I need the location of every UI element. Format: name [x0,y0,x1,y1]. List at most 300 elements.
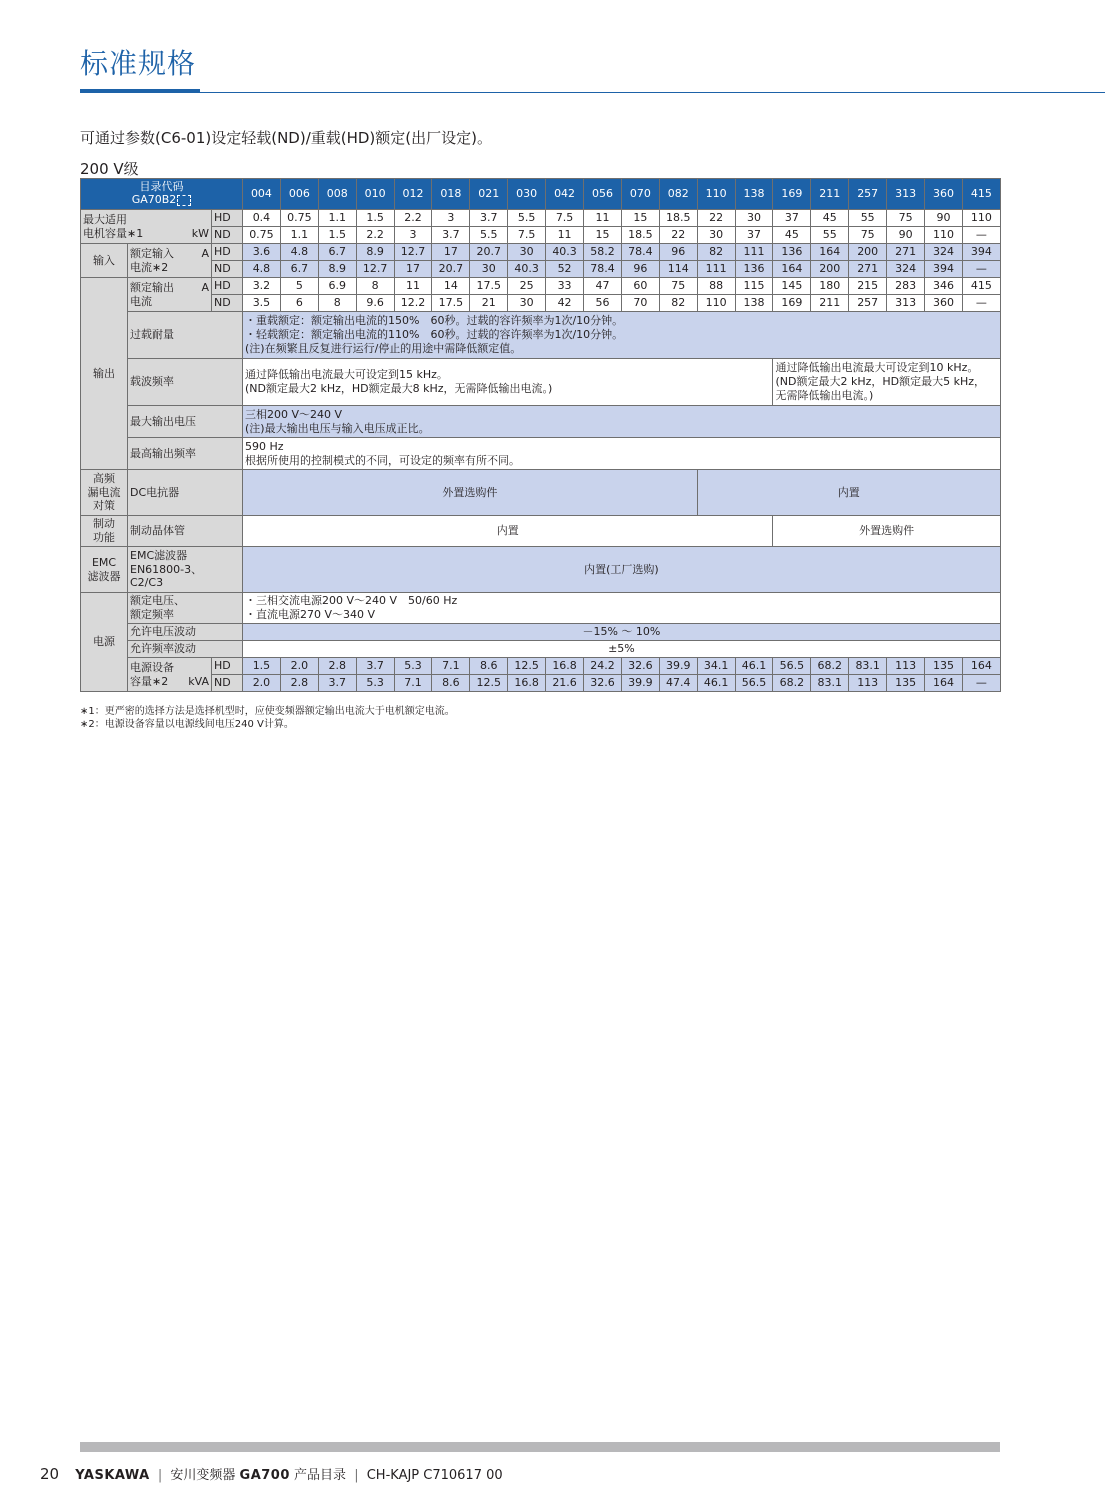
rated-voltage-line2: ・直流电源270 V～340 V [245,608,376,621]
frequency-fluctuation-row [81,641,1001,658]
motor-hd-cell: 30 [735,210,773,227]
footer-separator: | [354,1468,359,1483]
capacity-hd-cell: 7.1 [432,658,470,675]
input-hd-cell: 78.4 [621,244,659,261]
capacity-hd-cell: 32.6 [621,658,659,675]
motor-nd-cell: 22 [659,227,697,244]
capacity-label [128,658,212,692]
output-hd-cell: 60 [621,278,659,295]
input-hd-cell: 111 [735,244,773,261]
output-nd-cell: 30 [508,295,546,312]
model-code-cell: 012 [394,179,432,210]
carrier-left-line2: (ND额定最大2 kHz，HD额定最大8 kHz，无需降低输出电流。) [245,382,553,395]
model-code-cell: 010 [356,179,394,210]
motor-capacity-label-line1: 最大适用 [83,212,127,226]
max-voltage-line1: 三相200 V～240 V [245,407,343,421]
capacity-nd-cell: 5.3 [356,675,394,692]
model-code-cell: 138 [735,179,773,210]
output-hd-cell: 115 [735,278,773,295]
emc-value: 内置(工厂选购) [243,547,1001,593]
catalog-code: CH-KAJP C710617 00 [366,1468,503,1483]
unit-a: A [201,280,209,294]
output-hd-cell: 6.9 [318,278,356,295]
voltage-fluctuation-value: －15% ～ 10% [243,624,1001,641]
motor-hd-cell: 90 [925,210,963,227]
brand-name: YASKAWA [75,1468,150,1483]
page-footer [40,1464,503,1483]
output-hd-cell: 415 [962,278,1000,295]
input-nd-cell: 111 [697,261,735,278]
dc-reactor-right-value: 内置 [697,470,1000,516]
model-code-cell: 110 [697,179,735,210]
input-hd-cell: 394 [962,244,1000,261]
title-underline [80,92,1105,93]
motor-nd-cell: 2.2 [356,227,394,244]
dc-reactor-left-value: 外置选购件 [243,470,698,516]
capacity-hd-cell: 34.1 [697,658,735,675]
motor-capacity-nd-row [81,227,1001,244]
output-hd-cell: 47 [584,278,622,295]
footnotes [80,705,455,731]
capacity-nd-cell: 2.0 [243,675,281,692]
input-hd-cell: 8.9 [356,244,394,261]
emc-item-line3: C2/C3 [130,576,164,590]
capacity-label-line1: 电源设备 [130,660,174,674]
input-hd-cell: 40.3 [546,244,584,261]
hd-label: HD [212,658,243,675]
max-freq-row [81,438,1001,470]
input-nd-cell: 17 [394,261,432,278]
overload-value [243,312,1001,359]
footer-bar [80,1442,1000,1452]
emc-item-line2: EN61800-3、 [130,562,203,576]
catalog-label: 产品目录 [294,1468,347,1483]
harmonic-group-label [81,470,128,516]
frequency-fluctuation-value: ±5% [243,641,1001,658]
capacity-nd-cell: 8.6 [432,675,470,692]
carrier-left-value [243,359,773,406]
capacity-nd-cell: 68.2 [773,675,811,692]
overload-line1: ・重载额定：额定输出电流的150% 60秒。过载的容许频率为1次/10分钟。 [245,314,624,328]
input-nd-cell: 40.3 [508,261,546,278]
output-nd-cell: — [962,295,1000,312]
output-hd-cell: 346 [925,278,963,295]
capacity-label-line2: 容量∗2 [130,674,169,688]
harmonic-label-line1: 高频 [93,471,115,485]
output-hd-cell: 180 [811,278,849,295]
brake-left-value: 内置 [243,516,773,547]
emc-group-label [81,547,128,593]
motor-hd-cell: 55 [849,210,887,227]
motor-nd-cell: 3 [394,227,432,244]
input-hd-cell: 82 [697,244,735,261]
output-hd-cell: 215 [849,278,887,295]
footnote-1: ∗1：更严密的选择方法是选择机型时，应使变频器额定输出电流大于电机额定电流。 [80,706,455,717]
output-hd-cell: 88 [697,278,735,295]
catalog-code-prefix: GA70B2 [131,193,177,206]
input-hd-cell: 17 [432,244,470,261]
input-hd-cell: 58.2 [584,244,622,261]
motor-hd-cell: 37 [773,210,811,227]
model-code-cell: 042 [546,179,584,210]
capacity-nd-cell: 39.9 [621,675,659,692]
overload-row [81,312,1001,359]
input-nd-cell: 30 [470,261,508,278]
motor-nd-cell: 1.5 [318,227,356,244]
model-code-cell: 415 [962,179,1000,210]
output-nd-cell: 360 [925,295,963,312]
output-nd-cell: 70 [621,295,659,312]
capacity-nd-cell: 3.7 [318,675,356,692]
output-current-nd-row [81,295,1001,312]
output-current-hd-row [81,278,1001,295]
motor-hd-cell: 11 [584,210,622,227]
carrier-right-line2: (ND额定最大2 kHz，HD额定最大5 kHz， [775,375,986,389]
input-nd-cell: 12.7 [356,261,394,278]
motor-hd-cell: 0.4 [243,210,281,227]
motor-nd-cell: 11 [546,227,584,244]
output-nd-cell: 21 [470,295,508,312]
capacity-hd-cell: 113 [887,658,925,675]
capacity-hd-cell: 3.7 [356,658,394,675]
placeholder-box-icon [177,195,191,206]
output-nd-cell: 12.2 [394,295,432,312]
motor-nd-cell: 90 [887,227,925,244]
nd-label: ND [212,261,243,278]
input-nd-cell: — [962,261,1000,278]
motor-hd-cell: 3 [432,210,470,227]
voltage-class-label: 200 V级 [80,160,139,178]
max-voltage-value [243,406,1001,438]
brake-row [81,516,1001,547]
input-hd-cell: 271 [887,244,925,261]
motor-hd-cell: 110 [962,210,1000,227]
max-freq-label: 最高输出频率 [128,438,243,470]
brake-label-line2: 功能 [93,531,115,544]
motor-nd-cell: 37 [735,227,773,244]
dc-reactor-label: DC电抗器 [128,470,243,516]
rated-voltage-line1: ・三相交流电源200 V～240 V 50/60 Hz [245,594,458,608]
model-code-cell: 082 [659,179,697,210]
input-current-nd-row [81,261,1001,278]
carrier-right-line1: 通过降低输出电流最大可设定到10 kHz。 [775,361,979,375]
output-hd-cell: 8 [356,278,394,295]
emc-item-label [128,547,243,593]
input-hd-cell: 200 [849,244,887,261]
capacity-nd-cell: 21.6 [546,675,584,692]
overload-line3: (注)在频繁且反复进行运行/停止的用途中需降低额定值。 [245,341,522,355]
emc-label-line2: 滤波器 [87,569,121,583]
product-name: 安川变频器 [170,1468,236,1483]
hd-label: HD [212,210,243,227]
motor-nd-cell: 45 [773,227,811,244]
capacity-hd-cell: 16.8 [546,658,584,675]
output-current-label [128,278,212,312]
intro-text: 可通过参数(C6-01)设定轻载(ND)/重载(HD)额定(出厂设定)。 [80,129,492,147]
input-hd-cell: 6.7 [318,244,356,261]
capacity-nd-cell: 56.5 [735,675,773,692]
output-nd-cell: 8 [318,295,356,312]
motor-nd-cell: 7.5 [508,227,546,244]
capacity-nd-cell: 7.1 [394,675,432,692]
emc-row [81,547,1001,593]
overload-label: 过载耐量 [128,312,243,359]
output-nd-cell: 9.6 [356,295,394,312]
hd-label: HD [212,244,243,261]
rated-voltage-label-line2: 额定频率 [130,608,174,621]
motor-nd-cell: 5.5 [470,227,508,244]
input-hd-cell: 30 [508,244,546,261]
motor-nd-cell: — [962,227,1000,244]
input-current-label-line2: 电流∗2 [130,260,169,274]
motor-hd-cell: 3.7 [470,210,508,227]
brake-group-label [81,516,128,547]
brake-right-value: 外置选购件 [773,516,1000,547]
frequency-fluctuation-label: 允许频率波动 [128,641,243,658]
hd-label: HD [212,278,243,295]
input-nd-cell: 96 [621,261,659,278]
input-hd-cell: 96 [659,244,697,261]
capacity-nd-cell: 47.4 [659,675,697,692]
output-hd-cell: 25 [508,278,546,295]
brake-transistor-label: 制动晶体管 [128,516,243,547]
capacity-hd-cell: 5.3 [394,658,432,675]
motor-hd-cell: 2.2 [394,210,432,227]
footer-separator: | [157,1468,163,1483]
harmonic-label-line2: 漏电流 [87,485,121,499]
input-nd-cell: 20.7 [432,261,470,278]
model-code-cell: 018 [432,179,470,210]
max-freq-line2: 根据所使用的控制模式的不同，可设定的频率有所不同。 [245,453,520,467]
model-code-cell: 211 [811,179,849,210]
header-row [81,179,1001,210]
input-nd-cell: 6.7 [280,261,318,278]
output-nd-cell: 82 [659,295,697,312]
capacity-hd-cell: 8.6 [470,658,508,675]
input-hd-cell: 324 [925,244,963,261]
input-hd-cell: 3.6 [243,244,281,261]
motor-nd-cell: 1.1 [280,227,318,244]
capacity-nd-cell: 113 [849,675,887,692]
capacity-hd-cell: 135 [925,658,963,675]
input-current-hd-row [81,244,1001,261]
capacity-nd-cell: 32.6 [584,675,622,692]
catalog-code-label: 目录代码 [139,180,184,194]
capacity-nd-cell: 16.8 [508,675,546,692]
capacity-hd-cell: 164 [962,658,1000,675]
rated-voltage-value [243,593,1001,624]
output-nd-cell: 211 [811,295,849,312]
input-nd-cell: 394 [925,261,963,278]
motor-capacity-hd-row [81,210,1001,227]
rated-voltage-label-line1: 额定电压、 [130,594,185,608]
motor-hd-cell: 1.5 [356,210,394,227]
nd-label: ND [212,227,243,244]
voltage-fluctuation-label: 允许电压波动 [128,624,243,641]
unit-kva: kVA [188,674,209,688]
output-nd-cell: 110 [697,295,735,312]
motor-capacity-label [81,210,212,244]
capacity-hd-cell: 12.5 [508,658,546,675]
motor-nd-cell: 55 [811,227,849,244]
max-voltage-label: 最大输出电压 [128,406,243,438]
max-freq-line1: 590 Hz [245,439,284,453]
capacity-hd-row [81,658,1001,675]
input-hd-cell: 20.7 [470,244,508,261]
input-nd-cell: 78.4 [584,261,622,278]
carrier-label: 载波频率 [128,359,243,406]
output-nd-cell: 17.5 [432,295,470,312]
input-nd-cell: 8.9 [318,261,356,278]
motor-nd-cell: 15 [584,227,622,244]
capacity-nd-cell: 2.8 [280,675,318,692]
motor-nd-cell: 110 [925,227,963,244]
model-code-cell: 008 [318,179,356,210]
input-nd-cell: 271 [849,261,887,278]
output-hd-cell: 11 [394,278,432,295]
capacity-hd-cell: 24.2 [584,658,622,675]
input-hd-cell: 4.8 [280,244,318,261]
input-current-label [128,244,212,278]
input-current-label-line1: 额定输入 [130,246,174,260]
motor-hd-cell: 18.5 [659,210,697,227]
input-group-label: 输入 [81,244,128,278]
emc-item-line1: EMC滤波器 [130,548,188,562]
motor-nd-cell: 0.75 [243,227,281,244]
output-nd-cell: 138 [735,295,773,312]
output-group-label: 输出 [81,278,128,470]
capacity-hd-cell: 1.5 [243,658,281,675]
nd-label: ND [212,675,243,692]
capacity-nd-cell: 12.5 [470,675,508,692]
capacity-nd-cell: — [962,675,1000,692]
voltage-fluctuation-row [81,624,1001,641]
output-nd-cell: 169 [773,295,811,312]
carrier-row [81,359,1001,406]
output-nd-cell: 42 [546,295,584,312]
motor-nd-cell: 75 [849,227,887,244]
input-nd-cell: 52 [546,261,584,278]
output-nd-cell: 56 [584,295,622,312]
output-hd-cell: 17.5 [470,278,508,295]
model-code-cell: 056 [584,179,622,210]
motor-hd-cell: 15 [621,210,659,227]
output-nd-cell: 3.5 [243,295,281,312]
harmonic-label-line3: 对策 [93,499,115,513]
output-nd-cell: 257 [849,295,887,312]
page-title: 标准规格 [80,47,197,80]
power-group-label: 电源 [81,593,128,692]
overload-line2: ・轻载额定：额定输出电流的110% 60秒。过载的容许频率为1次/10分钟。 [245,328,624,342]
motor-hd-cell: 5.5 [508,210,546,227]
capacity-nd-cell: 164 [925,675,963,692]
capacity-hd-cell: 83.1 [849,658,887,675]
capacity-nd-cell: 46.1 [697,675,735,692]
motor-hd-cell: 45 [811,210,849,227]
motor-hd-cell: 22 [697,210,735,227]
max-voltage-row [81,406,1001,438]
max-freq-value [243,438,1001,470]
input-hd-cell: 12.7 [394,244,432,261]
carrier-right-line3: 无需降低输出电流。) [775,388,874,402]
carrier-right-value [773,359,1000,406]
motor-hd-cell: 75 [887,210,925,227]
dc-reactor-row [81,470,1001,516]
unit-a: A [201,246,209,260]
input-nd-cell: 136 [735,261,773,278]
capacity-hd-cell: 39.9 [659,658,697,675]
capacity-hd-cell: 2.8 [318,658,356,675]
motor-nd-cell: 3.7 [432,227,470,244]
output-hd-cell: 283 [887,278,925,295]
model-code-cell: 006 [280,179,318,210]
input-nd-cell: 324 [887,261,925,278]
output-hd-cell: 3.2 [243,278,281,295]
output-nd-cell: 6 [280,295,318,312]
capacity-hd-cell: 56.5 [773,658,811,675]
model-code-cell: 021 [470,179,508,210]
page-number: 20 [40,1465,60,1483]
output-hd-cell: 5 [280,278,318,295]
motor-nd-cell: 18.5 [621,227,659,244]
output-hd-cell: 145 [773,278,811,295]
model-code-cell: 360 [925,179,963,210]
motor-hd-cell: 0.75 [280,210,318,227]
capacity-nd-cell: 135 [887,675,925,692]
input-nd-cell: 200 [811,261,849,278]
input-nd-cell: 4.8 [243,261,281,278]
max-voltage-line2: (注)最大输出电压与输入电压成正比。 [245,421,430,435]
capacity-hd-cell: 46.1 [735,658,773,675]
catalog-code-header [81,179,243,210]
carrier-left-line1: 通过降低输出电流最大可设定到15 kHz。 [245,368,448,382]
rated-voltage-label [128,593,243,624]
capacity-hd-cell: 68.2 [811,658,849,675]
model-code-cell: 313 [887,179,925,210]
nd-label: ND [212,295,243,312]
output-hd-cell: 75 [659,278,697,295]
spec-table [80,178,1001,692]
model-code-cell: 169 [773,179,811,210]
input-hd-cell: 164 [811,244,849,261]
output-hd-cell: 33 [546,278,584,295]
unit-kw: kW [191,226,209,240]
footnote-2: ∗2：电源设备容量以电源线间电压240 V计算。 [80,719,294,730]
output-current-label-line1: 额定输出 [130,280,174,294]
motor-hd-cell: 7.5 [546,210,584,227]
motor-hd-cell: 1.1 [318,210,356,227]
model-code-cell: 004 [243,179,281,210]
model-name: GA700 [239,1468,290,1483]
input-nd-cell: 164 [773,261,811,278]
emc-label-line1: EMC [91,555,117,569]
output-current-label-line2: 电流 [130,294,152,308]
input-nd-cell: 114 [659,261,697,278]
capacity-hd-cell: 2.0 [280,658,318,675]
output-hd-cell: 14 [432,278,470,295]
capacity-nd-cell: 83.1 [811,675,849,692]
rated-voltage-row [81,593,1001,624]
capacity-nd-row [81,675,1001,692]
motor-capacity-label-line2: 电机容量∗1 [83,226,144,240]
motor-nd-cell: 30 [697,227,735,244]
input-hd-cell: 136 [773,244,811,261]
model-code-cell: 070 [621,179,659,210]
output-nd-cell: 313 [887,295,925,312]
model-code-cell: 030 [508,179,546,210]
brake-label-line1: 制动 [93,517,115,531]
model-code-cell: 257 [849,179,887,210]
